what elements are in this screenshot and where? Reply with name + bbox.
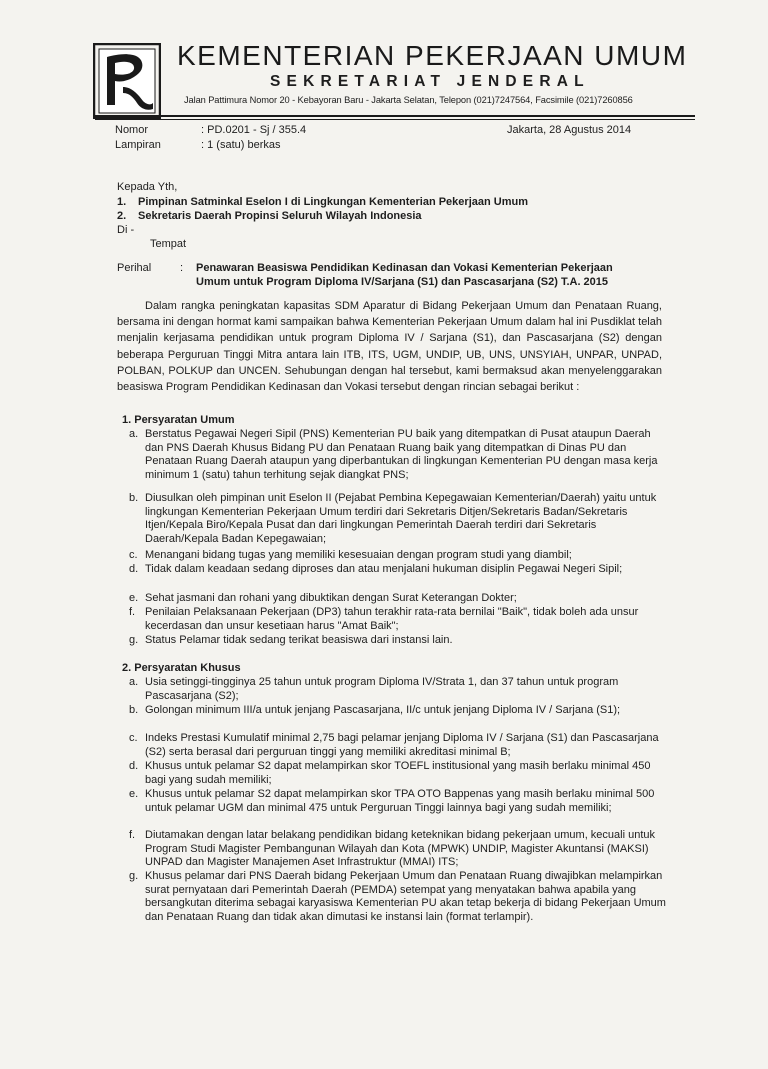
ministry-title: KEMENTERIAN PEKERJAAN UMUM — [177, 40, 688, 71]
item-label: f. — [129, 606, 136, 618]
item-text: Penilaian Pelaksanaan Pekerjaan (DP3) tahun terakhir rata-rata bernilai "Baik", tidak boleh ada unsur kecerdasan dan unsur kesetiaan harus "Amat Baik"; — [145, 606, 639, 632]
list-item — [129, 829, 672, 870]
item-label: e. — [129, 592, 139, 604]
subject-line-1: Penawaran Beasiswa Pendidikan Kedinasan dan Vokasi Kementerian Pekerjaan — [196, 262, 613, 274]
recipient-line-1: Pimpinan Satminkal Eselon I di Lingkungan Kementerian Pekerjaan Umum — [138, 196, 528, 208]
item-label: d. — [129, 563, 139, 575]
item-label: b. — [129, 492, 139, 504]
ministry-address: Jalan Pattimura Nomor 20 - Kebayoran Baru - Jakarta Selatan, Telepon (021)7247564, Facsimile (021)7260856 — [184, 95, 633, 105]
intro-paragraph: Dalam rangka peningkatan kapasitas SDM Aparatur di Bidang Pekerjaan Umum dan Penataan Ruang, bersama ini dengan hormat kami sampaikan bahwa Kementerian Pekerjaan Umum dalam hal ini Pusdiklat telah menjalin kerjasama pendidikan untuk program Diploma IV / Sarjana (S1), dan Pascasarjana (S2) dengan beberapa Perguruan Tinggi Mitra antara lain ITB, ITS, UGM, UNDIP, UB, UNS, UNSYIAH, UNPAR, UNPAD, POLBAN, POLKUP dan UNCEN. Sehubungan dengan hal tersebut, kami bermaksud akan menyelenggarakan beasiswa Program Pendidikan Kedinasan dan Vokasi tersebut dengan rincian sebagai berikut : — [117, 300, 662, 394]
item-label: f. — [129, 829, 136, 841]
list-item — [129, 788, 672, 815]
recipient-num-1: 1. — [117, 196, 127, 208]
subject-line-2: Umum untuk Program Diploma IV/Sarjana (S1) dan Pascasarjana (S2) T.A. 2015 — [196, 276, 609, 288]
list-item — [129, 634, 672, 648]
lampiran-label: Lampiran — [115, 139, 161, 151]
recipient-di: Di - — [117, 224, 135, 236]
item-text: Status Pelamar tidak sedang terikat beasiswa dari instansi lain. — [145, 634, 453, 646]
item-text: Usia setinggi-tingginya 25 tahun untuk program Diploma IV/Strata 1, dan 37 tahun untuk program Pascasarjana (S2); — [145, 676, 619, 702]
list-item — [129, 563, 672, 577]
item-text: Khusus pelamar dari PNS Daerah bidang Pekerjaan Umum dan Penataan Ruang diwajibkan melampirkan surat pernyataan dari Pemerintah Daerah (PEMDA) setempat yang menyatakan bahwa apabila yang bersangkutan diterima sebagai karyasiswa Kementerian PU akan tetap bekerja di bidang Pekerjaan Umum dan Penataan Ruang dan tidak akan dimutasi ke instansi lain (format terlampir). — [145, 870, 666, 923]
item-label: d. — [129, 760, 139, 772]
item-text: Menangani bidang tugas yang memiliki kesesuaian dengan program studi yang diambil; — [145, 549, 572, 561]
list-item — [129, 592, 672, 606]
list-item — [129, 732, 672, 759]
item-text: Sehat jasmani dan rohani yang dibuktikan dengan Surat Keterangan Dokter; — [145, 592, 517, 604]
item-label: e. — [129, 788, 139, 800]
item-text: Golongan minimum III/a untuk jenjang Pascasarjana, II/c untuk jenjang Diploma IV / Sarjana (S1); — [145, 704, 621, 716]
pu-logo-icon — [93, 43, 161, 119]
item-label: g. — [129, 634, 139, 646]
list-item — [129, 704, 672, 718]
recipient-tempat: Tempat — [150, 238, 187, 250]
item-label: g. — [129, 870, 139, 882]
item-label: a. — [129, 428, 139, 440]
list-item — [129, 606, 672, 633]
list-item — [129, 676, 672, 703]
item-text: Khusus untuk pelamar S2 dapat melampirkan skor TPA OTO Bappenas yang masih berlaku minimal 500 untuk pelamar UGM dan minimal 475 untuk Perguruan Tinggi lainnya bagi yang sudah memiliki; — [145, 788, 655, 814]
secretariat-title: SEKRETARIAT JENDERAL — [270, 73, 590, 90]
item-label: c. — [129, 732, 138, 744]
item-text: Tidak dalam keadaan sedang diproses dan atau menjalani hukuman disiplin Pegawai Negeri Sipil; — [145, 563, 623, 575]
item-text: Diutamakan dengan latar belakang pendidikan bidang keteknikan bidang pekerjaan umum, kecuali untuk Program Studi Magister Pembangunan Wilayah dan Kota (MPWK) UNDIP, Magister Akuntansi (MAKSI) UNPAD dan Magister Manajemen Aset Infrastruktur (MMAI) ITS; — [145, 829, 656, 868]
item-label: c. — [129, 549, 138, 561]
item-text: Khusus untuk pelamar S2 dapat melampirkan skor TOEFL institusional yang masih berlaku minimal 450 bagi yang sudah memiliki; — [145, 760, 651, 786]
greeting: Kepada Yth, — [117, 181, 178, 193]
list-item — [129, 549, 672, 563]
item-text: Berstatus Pegawai Negeri Sipil (PNS) Kementerian PU baik yang ditempatkan di Pusat ataupun Daerah dan PNS Daerah Khusus Bidang PU dan Penataan Ruang baik yang ditempatkan di Dinas PU dan Penataan Ruang Daerah ataupun yang diperbantukan di lingkungan Kementerian PU dengan masa kerja minimum 1 (satu) tahun terhitung sejak diangkat PNS; — [145, 428, 658, 481]
list-item — [129, 428, 672, 482]
list-item — [129, 870, 672, 924]
section-1-title: 1. Persyaratan Umum — [122, 414, 235, 426]
list-item — [129, 492, 672, 546]
recipient-num-2: 2. — [117, 210, 127, 222]
letterhead-rule — [95, 115, 695, 117]
lampiran-value: : 1 (satu) berkas — [201, 139, 281, 151]
item-label: a. — [129, 676, 139, 688]
item-text: Diusulkan oleh pimpinan unit Eselon II (Pejabat Pembina Kepegawaian Kementerian/Daerah) yaitu untuk lingkungan Kementerian Pekerjaan Umum terdiri dari Sekretaris Ditjen/Sekretaris Badan/Sekretaris Itjen/Kepala Biro/Kepala Pusat dan dari lingkungan Pemerintah Daerah terdiri dari Sekretaris Daerah/Kepala Badan Kepegawaian; — [145, 492, 657, 545]
item-label: b. — [129, 704, 139, 716]
subject-colon: : — [180, 262, 184, 274]
section-2-title: 2. Persyaratan Khusus — [122, 662, 241, 674]
subject-label: Perihal — [117, 262, 152, 274]
nomor-label: Nomor — [115, 124, 149, 136]
nomor-value: : PD.0201 - Sj / 355.4 — [201, 124, 307, 136]
letterhead-rule-thin — [95, 119, 695, 120]
place-date: Jakarta, 28 Agustus 2014 — [507, 124, 632, 136]
item-text: Indeks Prestasi Kumulatif minimal 2,75 bagi pelamar jenjang Diploma IV / Sarjana (S1) dan Pascasarjana (S2) serta berasal dari perguruan tinggi yang memiliki akreditasi minimal B; — [145, 732, 659, 758]
recipient-line-2: Sekretaris Daerah Propinsi Seluruh Wilayah Indonesia — [138, 210, 422, 222]
list-item — [129, 760, 672, 787]
